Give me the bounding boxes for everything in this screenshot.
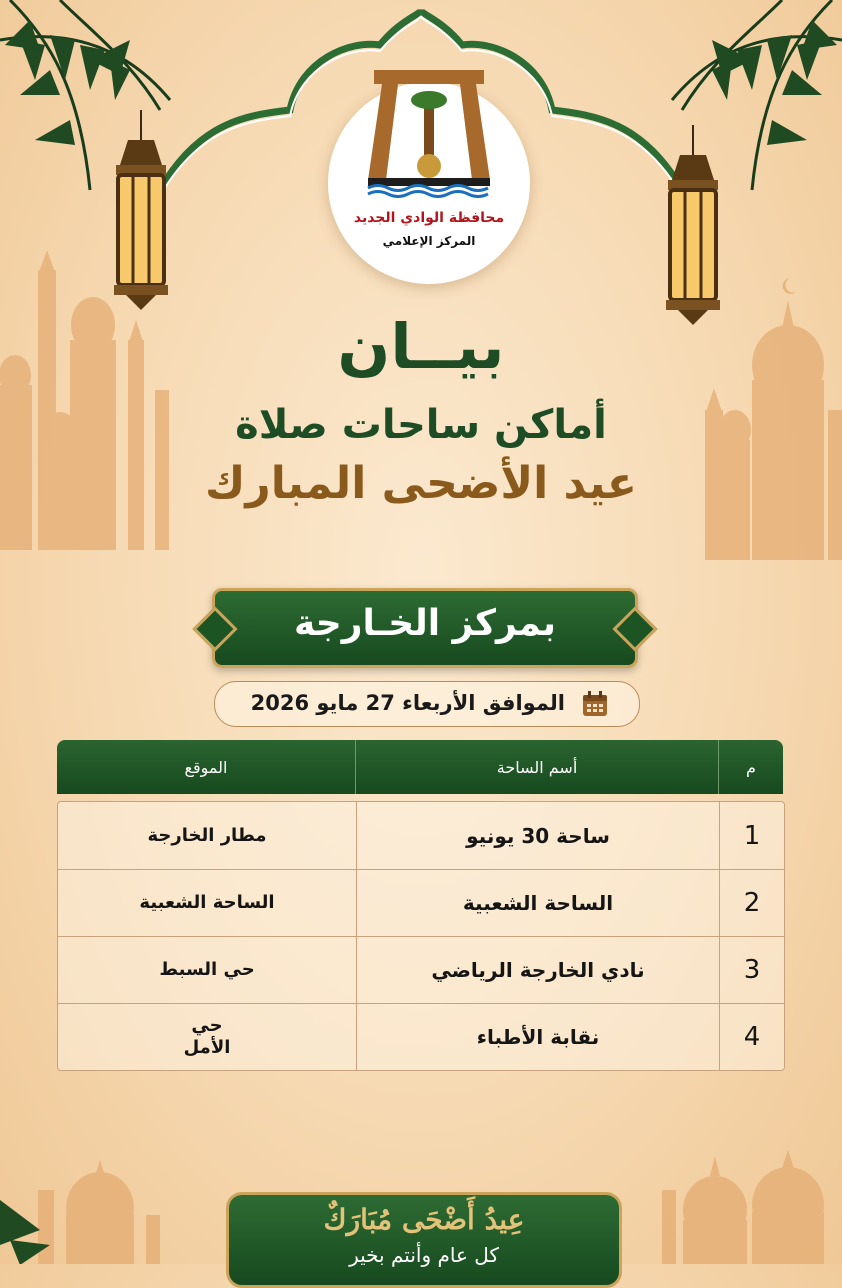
row-name: ساحة 30 يونيو — [466, 823, 610, 848]
row-name: نقابة الأطباء — [476, 1024, 600, 1049]
mosque-bottom-left-icon — [0, 1160, 170, 1264]
greeting-banner — [226, 1192, 622, 1288]
header-location: الموقع — [184, 758, 228, 777]
table-header — [57, 740, 783, 794]
row-index: 3 — [743, 954, 761, 985]
table-row — [58, 802, 784, 869]
row-index: 4 — [743, 1021, 761, 1052]
greeting-title: عِيدُ أَضْحَى مُبَارَكٌ — [323, 1203, 525, 1236]
row-location: حي السبط — [159, 958, 255, 980]
table-body — [57, 801, 785, 1071]
org-name: محافظة الوادي الجديد — [353, 210, 505, 226]
center-label: بمركز الخـارجة — [293, 603, 557, 644]
date-text: الموافق الأربعاء 27 مايو 2026 — [250, 691, 565, 715]
mosque-bottom-right-icon — [660, 1150, 842, 1264]
greeting-wish: كل عام وأنتم بخير — [349, 1243, 499, 1267]
table-row — [58, 936, 784, 1003]
page-subtitle: أماكن ساحات صلاة — [235, 402, 607, 448]
table-row — [58, 869, 784, 936]
row-name: الساحة الشعبية — [462, 890, 614, 915]
header-index: م — [746, 758, 756, 777]
row-location: مطار الخارجة — [147, 824, 267, 846]
row-location: حي الأمل — [183, 1014, 231, 1058]
dept-name: المركز الإعلامي — [382, 234, 476, 248]
row-index: 1 — [743, 820, 761, 851]
header-divider — [355, 740, 356, 794]
org-logo — [328, 82, 530, 284]
row-location: الساحة الشعبية — [139, 891, 275, 913]
table-row — [58, 1003, 784, 1070]
center-banner — [212, 588, 638, 668]
page-title: بيــان — [337, 310, 505, 383]
row-name: نادي الخارجة الرياضي — [431, 957, 645, 982]
calendar-icon — [581, 690, 609, 718]
header-name: أسم الساحة — [496, 758, 578, 777]
occasion-title: عيد الأضحى المبارك — [205, 458, 637, 509]
header-divider — [718, 740, 719, 794]
date-pill — [214, 681, 640, 727]
gate-emblem-icon — [364, 70, 494, 200]
row-index: 2 — [743, 887, 761, 918]
